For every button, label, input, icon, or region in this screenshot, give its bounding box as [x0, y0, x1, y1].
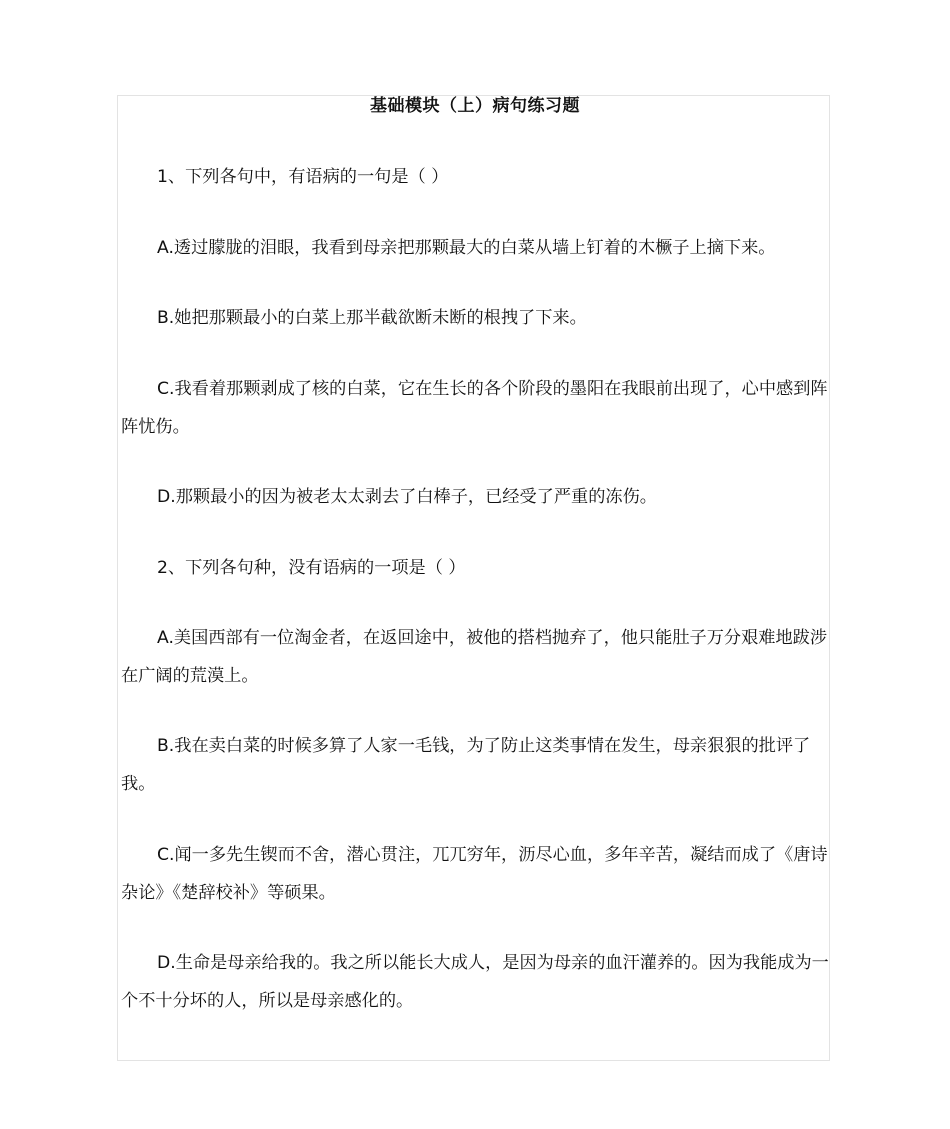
question-1-option-a: A.透过朦胧的泪眼，我看到母亲把那颗最大的白菜从墙上钉着的木橛子上摘下来。 — [157, 238, 776, 258]
question-2-option-d: D.生命是母亲给我的。我之所以能长大成人，是因为母亲的血汗灌养的。因为我能成为一个不十分坏的人，所以是母亲感化的。 — [121, 953, 829, 1011]
question-1-stem: 1、下列各句中，有语病的一句是（ ） — [157, 167, 449, 187]
question-1-option-c: C.我看着那颗剥成了核的白菜，它在生长的各个阶段的墨阳在我眼前出现了，心中感到阵阵忧伤。 — [121, 379, 828, 437]
question-1-option-b: B.她把那颗最小的白菜上那半截欲断未断的根拽了下来。 — [157, 308, 587, 328]
question-2-option-a: A.美国西部有一位淘金者，在返回途中，被他的搭档抛弃了，他只能肚子万分艰难地跋涉在广阔的荒漠上。 — [121, 628, 828, 686]
question-2-stem: 2、下列各句种，没有语病的一项是（ ） — [157, 558, 466, 578]
question-2-option-b: B.我在卖白菜的时候多算了人家一毛钱，为了防止这类事情在发生，母亲狠狠的批评了我。 — [121, 736, 811, 794]
question-1-option-d: D.那颗最小的因为被老太太剥去了白棒子，已经受了严重的冻伤。 — [157, 487, 657, 507]
document-title: 基础模块（上）病句练习题 — [370, 96, 580, 116]
question-2-option-c: C.闻一多先生锲而不舍，潜心贯注，兀兀穷年，沥尽心血，多年辛苦，凝结而成了《唐诗杂论》《楚辞校补》等硕果。 — [121, 845, 828, 903]
